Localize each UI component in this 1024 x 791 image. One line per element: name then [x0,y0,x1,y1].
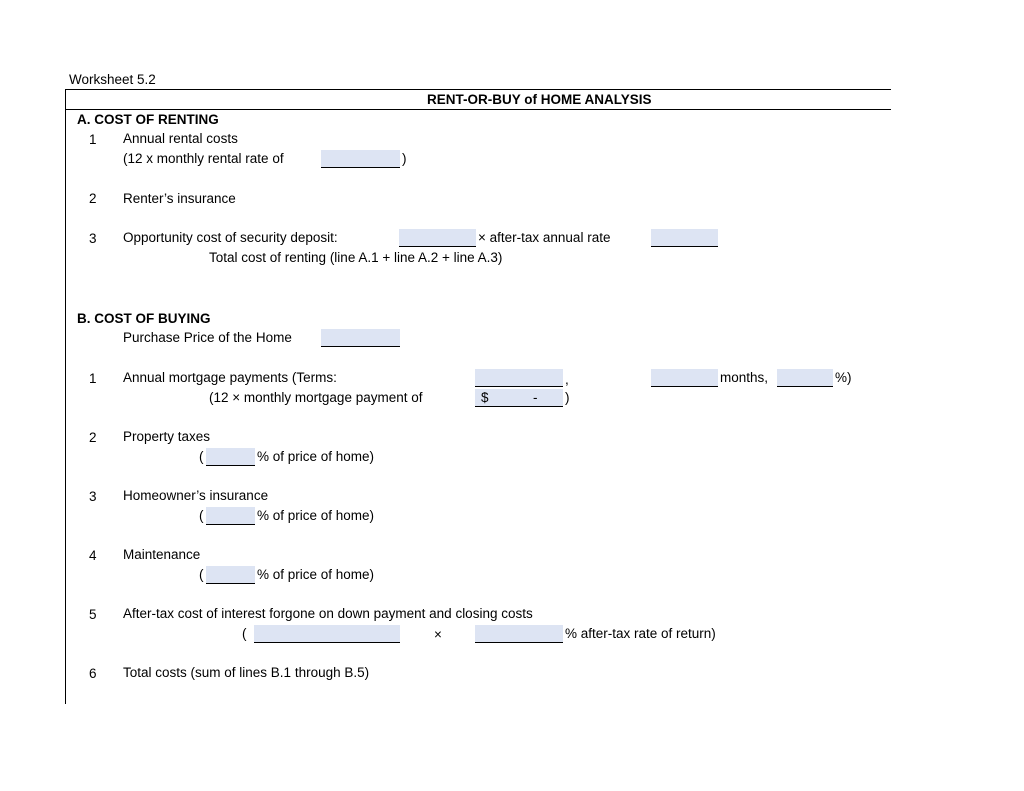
b-line5-times: × [434,627,442,642]
property-tax-percent-input[interactable] [206,448,255,466]
section-a-heading: A. COST OF RENTING [77,112,219,127]
b-line3-sub-label: % of price of home) [257,508,375,523]
b-line5-label: After-tax cost of interest forgone on down payment and closing costs [123,606,533,621]
b-line2-number: 2 [89,430,97,445]
worksheet-label: Worksheet 5.2 [69,72,156,87]
b-line6-number: 6 [89,666,97,681]
b-line4-sub-label: % of price of home) [257,567,375,582]
b-line2-sub-label: % of price of home) [257,449,375,464]
b-line1-months-label: months, [720,370,769,385]
b-line4-open-paren: ( [199,567,204,582]
page-title: RENT-OR-BUY of HOME ANALYSIS [427,92,652,107]
monthly-payment-value: - [533,390,538,405]
maintenance-percent-input[interactable] [206,566,255,584]
a-line3-number: 3 [89,231,97,246]
b-line2-open-paren: ( [199,449,204,464]
a-line1-sub-label: (12 x monthly rental rate of [123,151,284,166]
purchase-price-input[interactable] [321,329,400,347]
currency-symbol: $ [481,390,489,405]
left-border [65,89,66,704]
b-line1-pct-close: %) [835,370,852,385]
b-line6-label: Total costs (sum of lines B.1 through B.5) [123,665,370,680]
b-line4-number: 4 [89,548,97,563]
a-line1-number: 1 [89,132,97,147]
b-line1-sub-close: ) [565,390,570,405]
after-tax-rate-of-return-input[interactable] [475,625,563,643]
monthly-rental-rate-input[interactable] [321,150,400,168]
a-line2-label: Renter’s insurance [123,191,236,206]
b-line5-open-paren: ( [242,626,247,641]
b-line2-label: Property taxes [123,429,211,444]
after-tax-annual-rate-input[interactable] [651,229,718,247]
a-line3-label: Opportunity cost of security deposit: [123,230,338,245]
b-line3-open-paren: ( [199,508,204,523]
a-line3-mid-label: × after-tax annual rate [478,230,611,245]
b-line1-number: 1 [89,371,97,386]
mortgage-term-months-input[interactable] [651,369,718,387]
section-b-heading: B. COST OF BUYING [77,311,211,326]
b-line1-label: Annual mortgage payments (Terms: [123,370,337,385]
purchase-price-label: Purchase Price of the Home [123,330,292,345]
b-line3-label: Homeowner’s insurance [123,488,269,503]
b-line5-number: 5 [89,607,97,622]
down-payment-closing-costs-input[interactable] [254,625,400,643]
b-line1-sub-label: (12 × monthly mortgage payment of [209,390,423,405]
monthly-mortgage-payment-field [475,389,563,407]
a-line2-number: 2 [89,191,97,206]
b-line5-sub-label: % after-tax rate of return) [565,626,716,641]
b-line4-label: Maintenance [123,547,201,562]
mortgage-amount-input[interactable] [475,369,563,387]
total-cost-renting-label: Total cost of renting (line A.1 + line A.2 + line A.3) [209,250,503,265]
b-line3-number: 3 [89,489,97,504]
mortgage-rate-input[interactable] [777,369,833,387]
homeowners-insurance-percent-input[interactable] [206,507,255,525]
a-line1-label: Annual rental costs [123,131,238,146]
a-line1-close-paren: ) [402,151,407,166]
b-line1-comma: , [565,372,569,387]
security-deposit-input[interactable] [399,229,476,247]
top-rule [65,89,891,90]
title-rule [65,109,891,110]
